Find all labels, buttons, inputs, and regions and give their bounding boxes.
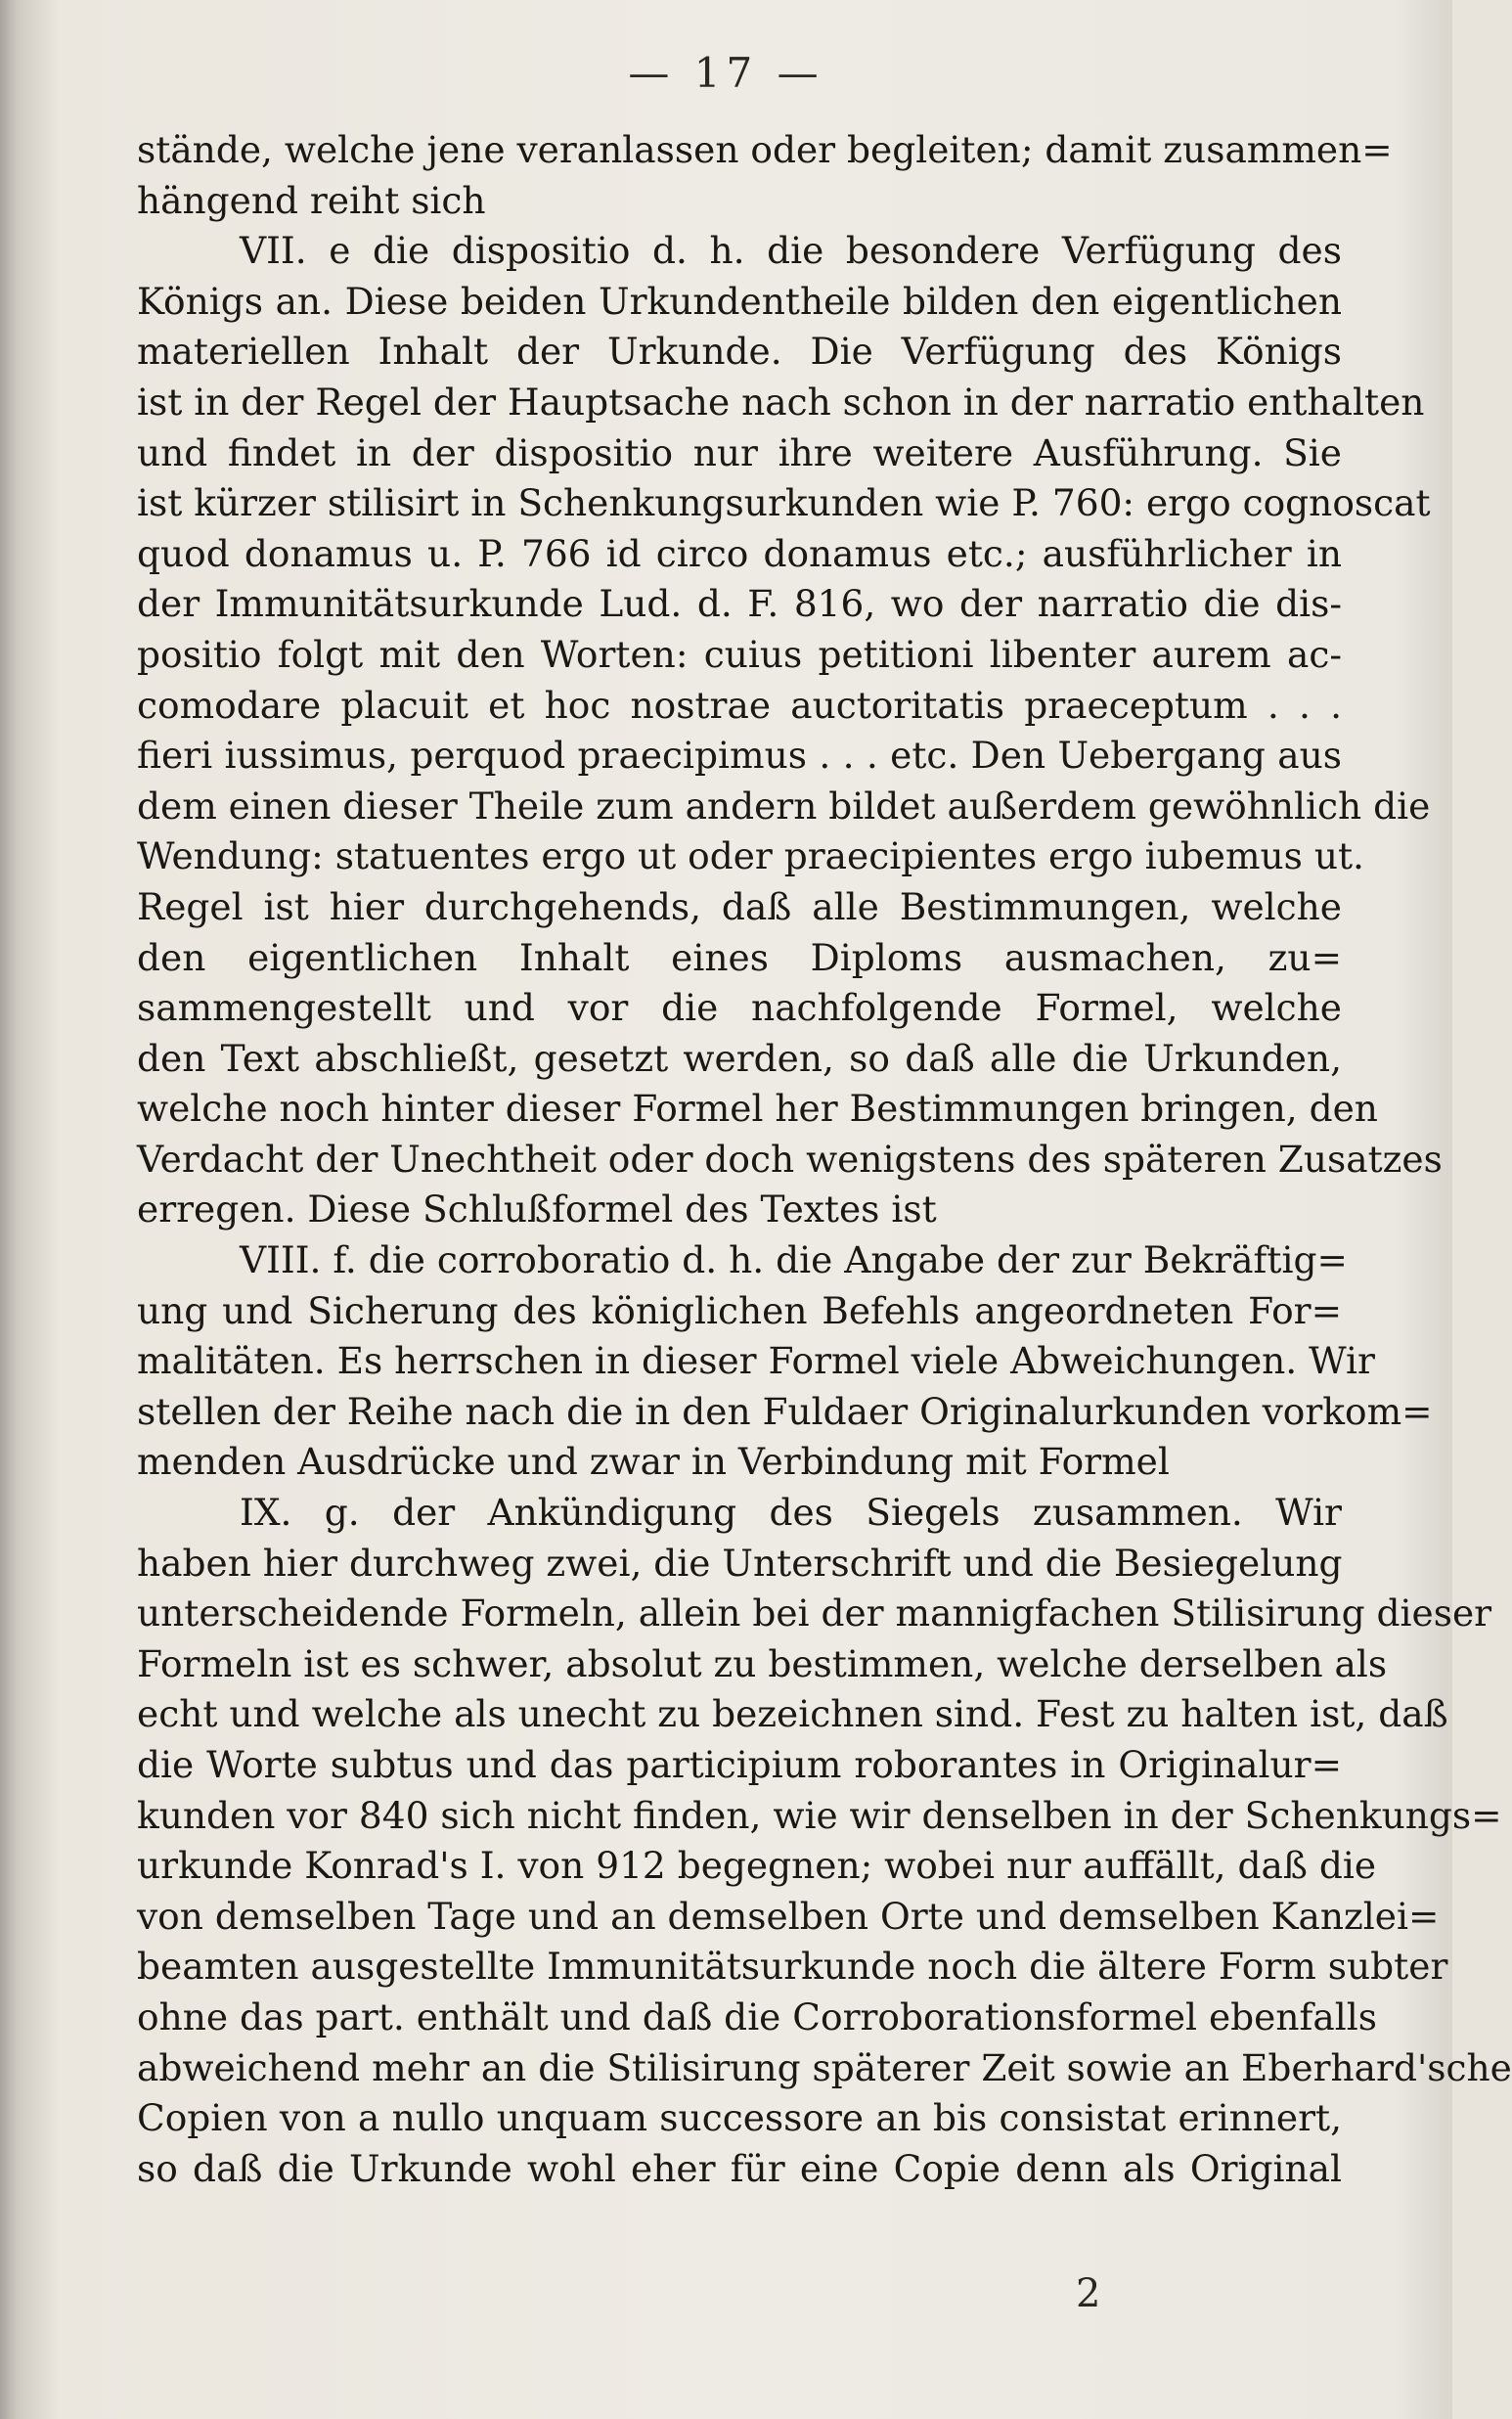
- text-line: von demselben Tage und an demselben Orte und demselben Kanzlei=: [137, 1894, 1440, 1938]
- text-line: der Immunitätsurkunde Lud. d. F. 816, wo der narratio die dis-: [137, 582, 1342, 626]
- text-line: positio folgt mit den Worten: cuius petitioni libenter aurem ac-: [137, 632, 1342, 676]
- text-line: Regel ist hier durchgehends, daß alle Bestimmungen, welche: [137, 884, 1342, 928]
- text-line: IX. g. der Ankündigung des Siegels zusammen. Wir: [240, 1491, 1342, 1535]
- text-line: fieri iussimus, perquod praecipimus . . . etc. Den Uebergang aus: [137, 734, 1342, 778]
- text-line: VII. e die dispositio d. h. die besondere Verfügung des: [240, 229, 1342, 273]
- text-line: ist in der Regel der Hauptsache nach schon in der narratio enthalten: [137, 380, 1425, 424]
- text-line: Königs an. Diese beiden Urkundentheile bilden den eigentlichen: [137, 279, 1342, 323]
- text-line: comodare placuit et hoc nostrae auctoritatis praeceptum . . .: [137, 683, 1342, 727]
- text-line: Wendung: statuentes ergo ut oder praecipientes ergo iubemus ut.: [137, 834, 1364, 878]
- text-line: Copien von a nullo unquam successore an bis consistat erinnert,: [137, 2096, 1342, 2140]
- text-line: den Text abschließt, gesetzt werden, so daß alle die Urkunden,: [137, 1036, 1342, 1080]
- text-line: und findet in der dispositio nur ihre weitere Ausführung. Sie: [137, 430, 1342, 474]
- text-line: sammengestellt und vor die nachfolgende Formel, welche: [137, 986, 1342, 1030]
- text-line: Verdacht der Unechtheit oder doch wenigstens des späteren Zusatzes: [137, 1137, 1443, 1181]
- text-line: abweichend mehr an die Stilisirung späterer Zeit sowie an Eberhard'sche: [137, 2045, 1512, 2089]
- text-line: echt und welche als unecht zu bezeichnen sind. Fest zu halten ist, daß: [137, 1692, 1448, 1736]
- text-line: malitäten. Es herrschen in dieser Formel viele Abweichungen. Wir: [137, 1339, 1375, 1383]
- text-line: die Worte subtus und das participium roborantes in Originalur=: [137, 1743, 1342, 1786]
- text-line: kunden vor 840 sich nicht finden, wie wir denselben in der Schenkungs=: [137, 1793, 1502, 1837]
- text-line: urkunde Konrad's I. von 912 begegnen; wobei nur auffällt, daß die: [137, 1844, 1377, 1888]
- signature-mark: 2: [1076, 2271, 1101, 2316]
- text-line: beamten ausgestellte Immunitätsurkunde noch die ältere Form subter: [137, 1945, 1448, 1989]
- text-line: quod donamus u. P. 766 id circo donamus etc.; ausführlicher in: [137, 531, 1342, 575]
- text-line: so daß die Urkunde wohl eher für eine Copie denn als Original: [137, 2146, 1342, 2190]
- text-line: hängend reiht sich: [137, 178, 486, 222]
- body-text: [137, 125, 1512, 2194]
- text-line: haben hier durchweg zwei, die Unterschrift und die Besiegelung: [137, 1541, 1343, 1585]
- text-line: materiellen Inhalt der Urkunde. Die Verfügung des Königs: [137, 330, 1342, 374]
- text-line: VIII. f. die corroboratio d. h. die Angabe der zur Bekräftig=: [240, 1238, 1348, 1282]
- text-line: welche noch hinter dieser Formel her Bestimmungen bringen, den: [137, 1087, 1378, 1131]
- page-number: — 17 —: [628, 49, 824, 97]
- text-line: ung und Sicherung des königlichen Befehls angeordneten For=: [137, 1288, 1342, 1332]
- text-line: menden Ausdrücke und zwar in Verbindung mit Formel: [137, 1440, 1170, 1484]
- text-line: ist kürzer stilisirt in Schenkungsurkunden wie P. 760: ergo cognoscat: [137, 481, 1431, 525]
- text-line: dem einen dieser Theile zum andern bildet außerdem gewöhnlich die: [137, 784, 1431, 828]
- text-line: unterscheidende Formeln, allein bei der mannigfachen Stilisirung dieser: [137, 1591, 1492, 1635]
- text-line: den eigentlichen Inhalt eines Diploms ausmachen, zu=: [137, 935, 1342, 979]
- text-line: Formeln ist es schwer, absolut zu bestimmen, welche derselben als: [137, 1641, 1388, 1685]
- text-line: stellen der Reihe nach die in den Fuldaer Originalurkunden vorkom=: [137, 1389, 1433, 1433]
- text-line: stände, welche jene veranlassen oder begleiten; damit zusammen=: [137, 128, 1393, 171]
- text-line: erregen. Diese Schlußformel des Textes ist: [137, 1187, 937, 1232]
- text-line: ohne das part. enthält und daß die Corroborationsformel ebenfalls: [137, 1994, 1377, 2038]
